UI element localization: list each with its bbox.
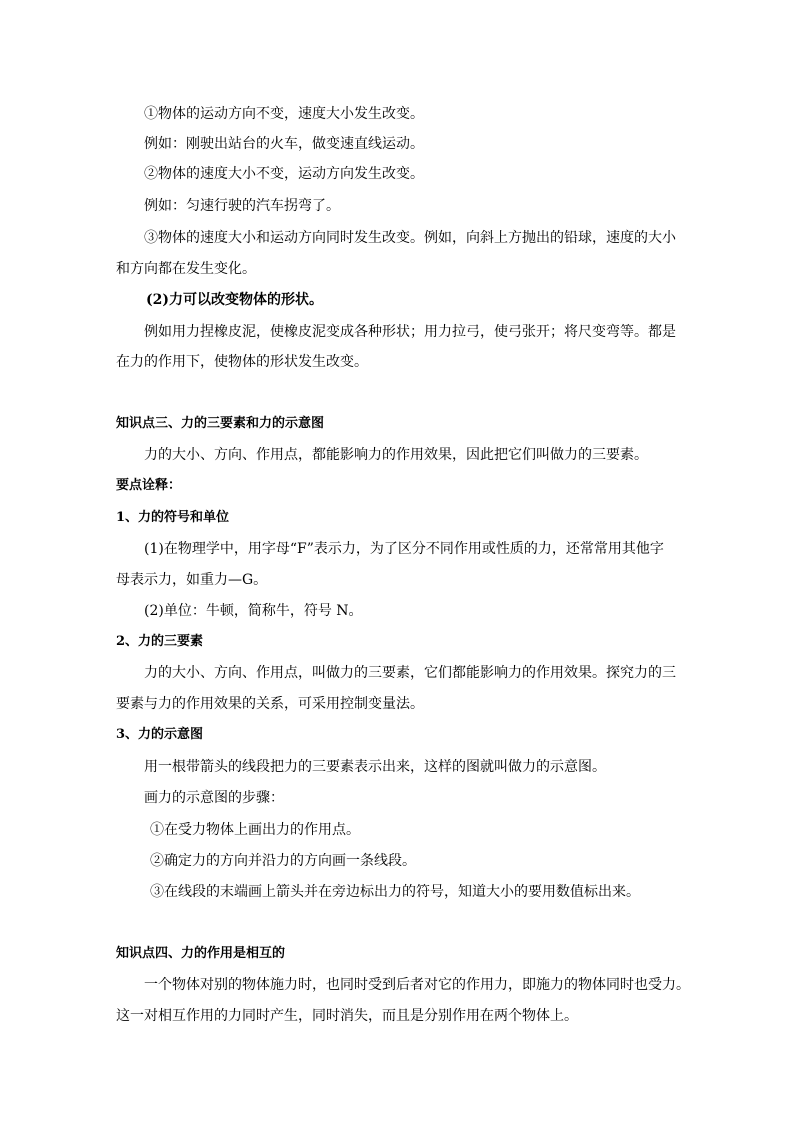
paragraph-example-car: 例如：匀速行驶的汽车拐弯了。 [144,198,340,214]
section-title-knowledge-4: 知识点四、力的作用是相互的 [116,946,286,961]
paragraph-both-change-line2: 和方向都在发生变化。 [116,261,256,277]
paragraph-three-elements-line1: 力的大小、方向、作用点，叫做力的三要素，它们都能影响力的作用效果。探究力的三 [144,665,676,681]
paragraph-mutual-force-line2: 这一对相互作用的力同时产生，同时消失，而且是分别作用在两个物体上。 [116,1008,578,1024]
paragraph-mutual-force-line1: 一个物体对别的物体施力时，也同时受到后者对它的作用力，即施力的物体同时也受力。 [144,977,690,993]
section-title-knowledge-3: 知识点三、力的三要素和力的示意图 [116,416,325,431]
step-2: ②确定力的方向并沿力的方向画一条线段。 [150,853,416,869]
paragraph-symbol-line1: (1)在物理学中，用字母“F”表示力，为了区分不同作用或性质的力，还常常用其他字 [144,541,664,557]
paragraph-symbol-line2: 母表示力，如重力—G。 [116,572,268,588]
subsection-title-three-elements: 2、力的三要素 [116,634,204,649]
paragraph-both-change-line1: ③物体的速度大小和运动方向同时发生改变。例如，向斜上方抛出的铅球，速度的大小 [144,230,676,246]
paragraph-example-train: 例如：刚驶出站台的火车，做变速直线运动。 [144,136,424,152]
paragraph-three-elements-intro: 力的大小、方向、作用点，都能影响力的作用效果，因此把它们叫做力的三要素。 [144,447,648,463]
subsection-title-force-diagram: 3、力的示意图 [116,727,204,742]
step-3: ③在线段的末端画上箭头并在旁边标出力的符号，知道大小的要用数值标出来。 [150,884,640,900]
paragraph-force-diagram-def: 用一根带箭头的线段把力的三要素表示出来，这样的图就叫做力的示意图。 [144,759,606,775]
step-1: ①在受力物体上画出力的作用点。 [150,822,360,838]
paragraph-speed-unchanged: ②物体的速度大小不变，运动方向发生改变。 [144,166,424,182]
key-points-title: 要点诠释： [116,478,182,493]
paragraph-three-elements-line2: 要素与力的作用效果的关系，可采用控制变量法。 [116,696,424,712]
heading-change-shape: (2)力可以改变物体的形状。 [146,292,323,308]
subsection-title-symbol-unit: 1、力的符号和单位 [116,510,230,525]
paragraph-unit: (2)单位：牛顿，简称牛，符号 N。 [144,603,363,619]
paragraph-shape-example-line2: 在力的作用下，使物体的形状发生改变。 [116,354,368,370]
paragraph-direction-unchanged: ①物体的运动方向不变，速度大小发生改变。 [144,106,424,122]
paragraph-diagram-steps-title: 画力的示意图的步骤： [144,790,284,806]
paragraph-shape-example-line1: 例如用力捏橡皮泥，使橡皮泥变成各种形状；用力拉弓，使弓张开；将尺变弯等。都是 [144,324,676,340]
